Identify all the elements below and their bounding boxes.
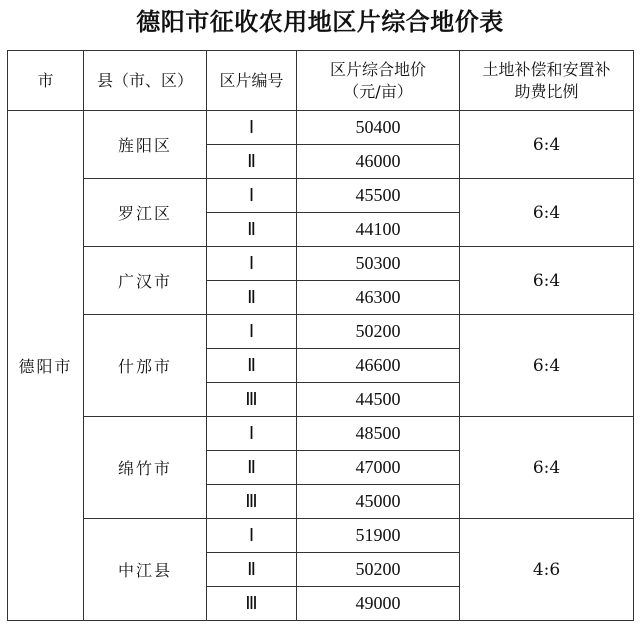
table-header-row: [8, 51, 634, 111]
zone-code-cell: Ⅱ: [207, 213, 297, 247]
land-price-table: [7, 50, 634, 621]
price-cell: 46300: [297, 281, 460, 315]
zone-code-cell: Ⅰ: [207, 247, 297, 281]
district-name-cell: 中江县: [84, 519, 207, 621]
zone-code-cell: Ⅱ: [207, 281, 297, 315]
district-name-cell: 广汉市: [84, 247, 207, 315]
zone-code-cell: Ⅰ: [207, 519, 297, 553]
table-row: [8, 417, 634, 451]
zone-code-cell: Ⅲ: [207, 485, 297, 519]
header-price-line1: 区片综合地价: [329, 59, 426, 79]
header-county: 县（市、区）: [84, 51, 207, 111]
table-row: [8, 111, 634, 145]
price-cell: 50400: [297, 111, 460, 145]
zone-code-cell: Ⅱ: [207, 145, 297, 179]
price-cell: 51900: [297, 519, 460, 553]
header-price: [297, 51, 460, 111]
table-row: [8, 247, 634, 281]
compensation-ratio-cell: 6:4: [460, 417, 634, 519]
price-cell: 50300: [297, 247, 460, 281]
district-name-cell: 罗江区: [84, 179, 207, 247]
price-cell: 50200: [297, 553, 460, 587]
compensation-ratio-cell: 6:4: [460, 247, 634, 315]
district-name-cell: 旌阳区: [84, 111, 207, 179]
page-title: 德阳市征收农用地区片综合地价表: [136, 7, 504, 36]
zone-code-cell: Ⅱ: [207, 553, 297, 587]
zone-code-cell: Ⅲ: [207, 383, 297, 417]
table-row: [8, 315, 634, 349]
zone-code-cell: Ⅲ: [207, 587, 297, 621]
compensation-ratio-cell: 4:6: [460, 519, 634, 621]
zone-code-cell: Ⅱ: [207, 451, 297, 485]
zone-code-cell: Ⅰ: [207, 315, 297, 349]
compensation-ratio-cell: 6:4: [460, 179, 634, 247]
table-row: [8, 179, 634, 213]
price-cell: 49000: [297, 587, 460, 621]
table-row: [8, 519, 634, 553]
price-cell: 45000: [297, 485, 460, 519]
price-cell: 47000: [297, 451, 460, 485]
header-ratio-line2: 助费比例: [514, 81, 579, 101]
price-cell: 44100: [297, 213, 460, 247]
district-name-cell: 绵竹市: [84, 417, 207, 519]
zone-code-cell: Ⅰ: [207, 417, 297, 451]
price-cell: 44500: [297, 383, 460, 417]
price-cell: 50200: [297, 315, 460, 349]
compensation-ratio-cell: 6:4: [460, 111, 634, 179]
header-ratio-line1: 土地补偿和安置补: [482, 59, 611, 79]
table-body: [8, 111, 634, 621]
header-city: 市: [8, 51, 84, 111]
city-cell: 德阳市: [8, 111, 84, 621]
zone-code-cell: Ⅱ: [207, 349, 297, 383]
price-cell: 48500: [297, 417, 460, 451]
district-name-cell: 什邡市: [84, 315, 207, 417]
price-cell: 45500: [297, 179, 460, 213]
header-ratio: [460, 51, 634, 111]
compensation-ratio-cell: 6:4: [460, 315, 634, 417]
header-zone-code: 区片编号: [207, 51, 297, 111]
price-cell: 46600: [297, 349, 460, 383]
zone-code-cell: Ⅰ: [207, 111, 297, 145]
header-price-line2: （元/亩）: [343, 81, 413, 101]
zone-code-cell: Ⅰ: [207, 179, 297, 213]
price-cell: 46000: [297, 145, 460, 179]
